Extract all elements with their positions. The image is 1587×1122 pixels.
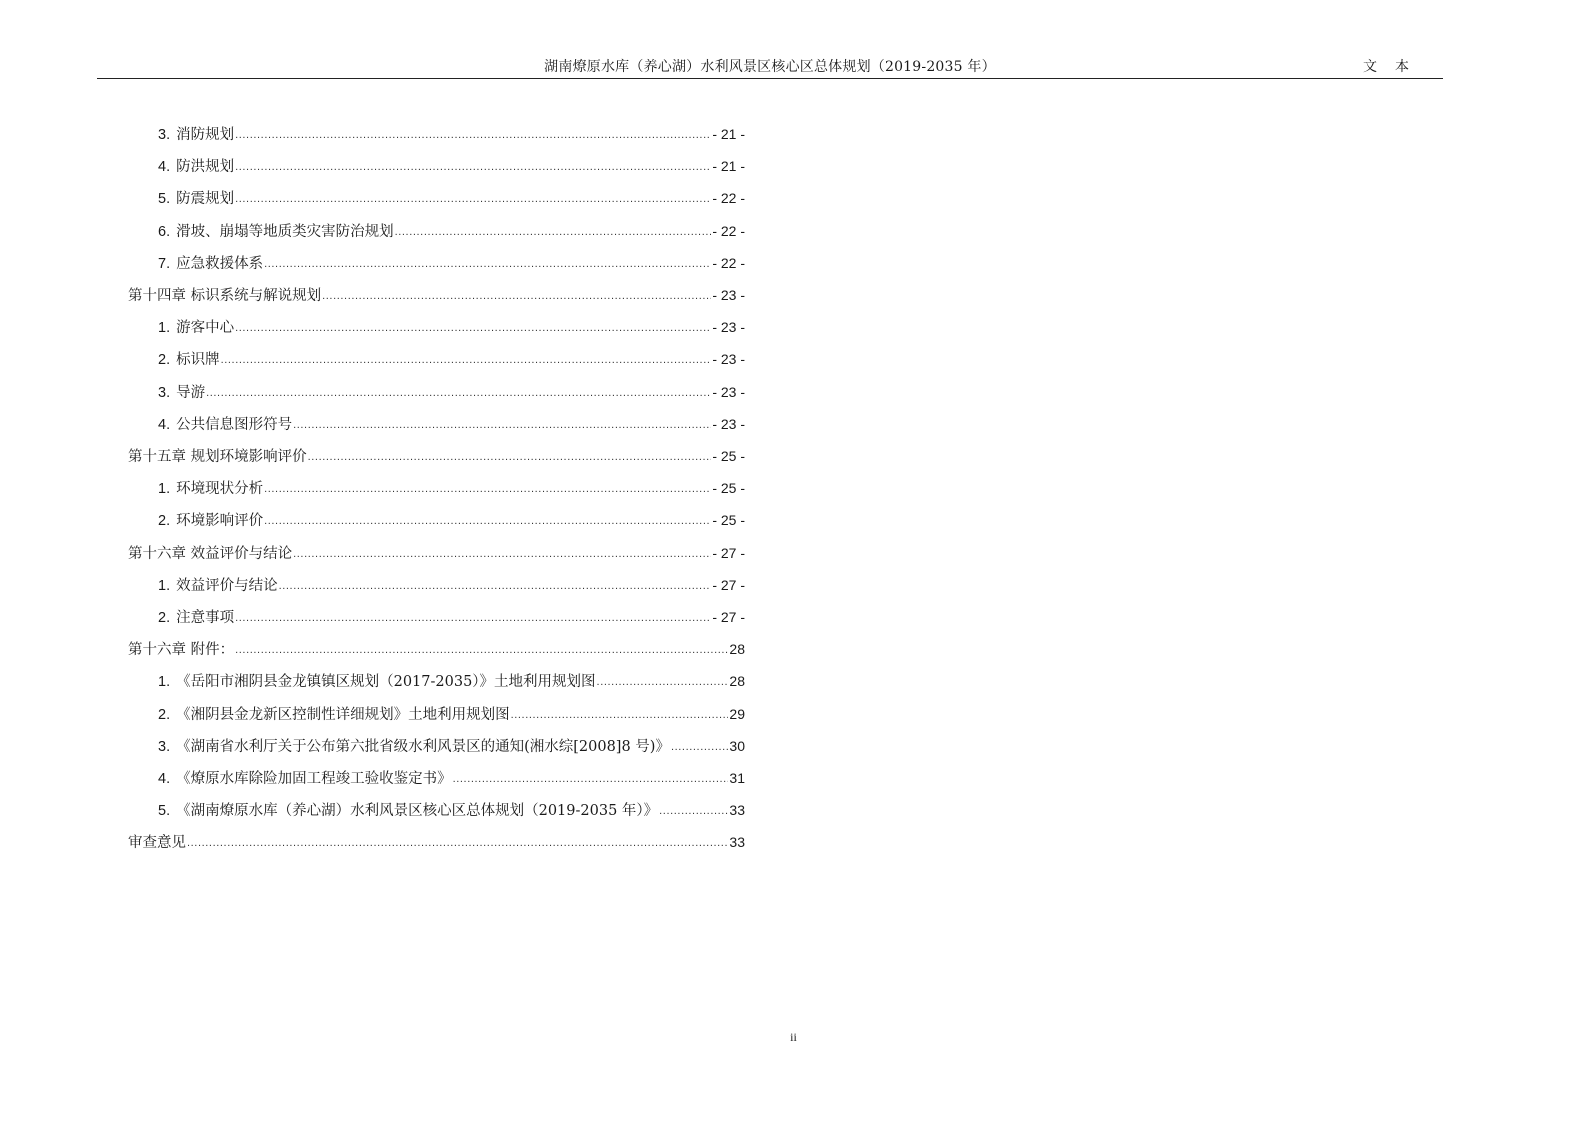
toc-dot-leader [279,574,712,597]
toc-entry-label: 第十六章 效益评价与结论 [128,545,293,562]
toc-dot-leader [293,413,711,436]
toc-dot-leader [235,316,711,339]
toc-dot-leader [322,284,711,307]
toc-entry-page: - 23 - [712,287,745,303]
toc-entry-label: 《湘阴县金龙新区控制性详细规划》土地利用规划图 [176,706,510,723]
toc-section-entry[interactable] [158,735,745,757]
toc-entry-number: 5. [158,191,171,208]
toc-section-entry[interactable] [158,187,745,209]
toc-entry-label: 《湖南省水利厅关于公布第六批省级水利风景区的通知(湘水综[2008]8 号)》 [176,738,670,755]
toc-dot-leader [659,799,728,822]
toc-entry-page: - 25 - [712,448,745,464]
toc-chapter-entry[interactable] [128,831,745,853]
toc-entry-label: 《燎原水库除险加固工程竣工验收鉴定书》 [176,771,452,787]
toc-entry-number: 1. [158,577,171,594]
toc-entry-label: 游客中心 [176,320,235,337]
toc-section-entry[interactable] [158,767,745,789]
toc-dot-leader [671,735,728,758]
toc-entry-label: 标识牌 [176,352,220,369]
toc-entry-number: 6. [158,223,171,240]
toc-entry-page: - 27 - [712,576,745,593]
toc-dot-leader [308,445,712,468]
toc-entry-label: 效益评价与结论 [176,577,278,594]
header-section-label: 文本 [1363,59,1427,75]
toc-entry-page: - 25 - [712,512,745,529]
toc-entry-page: 33 [729,834,745,851]
toc-entry-number: 1. [158,320,171,337]
toc-entry-number: 3. [158,127,171,143]
toc-section-entry[interactable] [158,316,745,338]
toc-dot-leader [235,187,711,210]
toc-entry-page: - 22 - [712,254,745,271]
toc-section-entry[interactable] [158,606,745,628]
toc-section-entry[interactable] [158,509,745,531]
toc-chapter-entry[interactable] [128,445,745,467]
toc-dot-leader [511,703,729,726]
toc-entry-number: 3. [158,738,171,755]
toc-dot-leader [264,252,711,275]
toc-entry-label: 消防规划 [176,127,235,143]
toc-section-entry[interactable] [158,348,745,370]
toc-section-entry[interactable] [158,155,745,177]
toc-entry-page: - 22 - [712,190,745,207]
toc-dot-leader [221,348,712,371]
toc-dot-leader [235,638,728,661]
toc-entry-label: 第十四章 标识系统与解说规划 [128,288,322,304]
toc-chapter-entry[interactable] [128,638,745,660]
toc-entry-page: - 27 - [712,544,745,561]
toc-entry-number: 3. [158,384,171,401]
toc-entry-label: 应急救援体系 [176,255,264,272]
toc-dot-leader [187,831,728,854]
toc-section-entry[interactable] [158,574,745,596]
toc-entry-label: 环境影响评价 [176,513,264,530]
toc-dot-leader [235,155,711,178]
toc-entry-label: 公共信息图形符号 [176,416,293,433]
toc-dot-leader [395,220,712,243]
toc-entry-number: 2. [158,610,171,626]
toc-chapter-entry[interactable] [128,542,745,564]
toc-dot-leader [293,542,711,565]
toc-chapter-entry[interactable] [128,284,745,306]
toc-entry-label: 滑坡、崩塌等地质类灾害防治规划 [176,223,394,240]
toc-dot-leader [597,670,729,693]
toc-entry-page: 28 [729,673,745,690]
toc-entry-label: 第十六章 附件： [128,642,235,659]
toc-entry-label: 审查意见 [128,835,186,852]
toc-entry-label: 注意事项 [176,610,235,626]
toc-entry-number: 1. [158,674,171,691]
toc-dot-leader [264,509,711,532]
toc-entry-label: 防震规划 [176,191,235,208]
toc-entry-label: 《湖南燎原水库（养心湖）水利风景区核心区总体规划（2019-2035 年）》 [176,803,659,820]
toc-entry-number: 2. [158,513,171,530]
toc-entry-page: 30 [729,737,745,754]
toc-dot-leader [453,767,729,790]
toc-entry-page: - 22 - [712,222,745,239]
toc-entry-page: - 23 - [712,415,745,432]
toc-dot-leader [264,477,711,500]
toc-section-entry[interactable] [158,413,745,435]
toc-dot-leader [206,381,711,404]
toc-entry-number: 5. [158,803,171,820]
toc-section-entry[interactable] [158,477,745,499]
toc-entry-page: - 23 - [712,351,745,368]
toc-section-entry[interactable] [158,381,745,403]
toc-entry-number: 4. [158,159,171,176]
toc-entry-number: 7. [158,255,171,272]
toc-entry-number: 1. [158,481,171,498]
toc-section-entry[interactable] [158,252,745,274]
toc-entry-number: 2. [158,352,171,369]
toc-entry-number: 4. [158,416,171,433]
toc-entry-page: - 27 - [712,609,745,625]
page-number: ii [790,1030,797,1044]
toc-entry-page: 28 [729,641,745,658]
toc-entry-page: 31 [729,770,745,786]
toc-dot-leader [235,123,711,146]
toc-section-entry[interactable] [158,220,745,242]
toc-section-entry[interactable] [158,670,745,692]
toc-entry-page: 33 [729,802,745,819]
toc-entry-page: - 23 - [712,383,745,400]
toc-section-entry[interactable] [158,703,745,725]
toc-entry-label: 防洪规划 [176,159,235,176]
document-title: 湖南燎原水库（养心湖）水利风景区核心区总体规划（2019-2035 年） [544,59,996,75]
toc-entry-label: 《岳阳市湘阴县金龙镇镇区规划（2017-2035）》土地利用规划图 [176,674,596,691]
toc-entry-number: 2. [158,706,171,723]
toc-section-entry[interactable] [158,123,745,145]
toc-entry-page: - 25 - [712,480,745,497]
toc-entry-page: - 23 - [712,319,745,336]
toc-entry-page: - 21 - [712,126,745,142]
toc-entry-number: 4. [158,771,171,787]
toc-entry-page: 29 [729,705,745,722]
toc-entry-label: 环境现状分析 [176,481,264,498]
toc-dot-leader [235,606,711,629]
toc-entry-label: 第十五章 规划环境影响评价 [128,449,307,465]
toc-entry-page: - 21 - [712,158,745,175]
toc-entry-label: 导游 [176,384,206,401]
toc-section-entry[interactable] [158,799,745,821]
